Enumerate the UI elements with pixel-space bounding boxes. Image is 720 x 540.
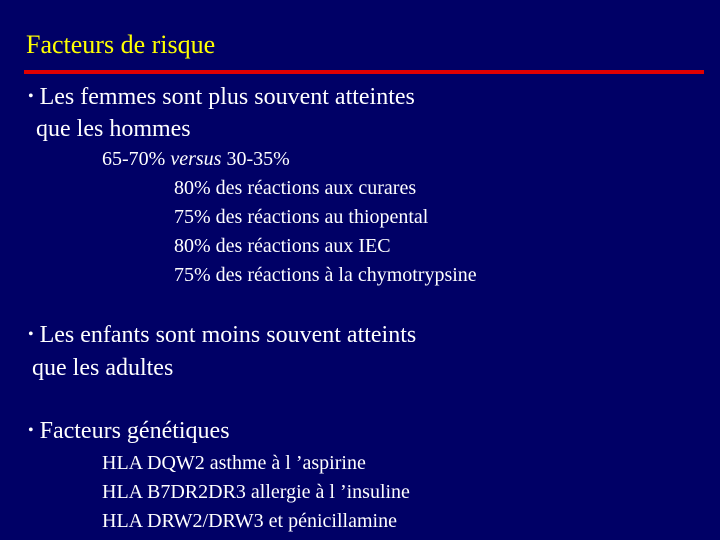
bullet-genetic	[28, 418, 230, 445]
bullet-women	[28, 84, 415, 111]
bullet-icon: •	[28, 88, 34, 105]
ratio-men: 30-35%	[226, 148, 290, 170]
women-line-1: Les femmes sont plus souvent atteintes	[39, 84, 415, 110]
detail-curares: 80% des réactions aux curares	[174, 177, 417, 199]
bullet-icon: •	[28, 422, 34, 439]
ratio-versus: versus	[170, 148, 222, 170]
bullet-icon: •	[28, 326, 34, 343]
women-line-2: que les hommes	[36, 116, 191, 142]
detail-iec: 80% des réactions aux IEC	[174, 235, 391, 257]
detail-chymotrypsine: 75% des réactions à la chymotrypsine	[174, 264, 477, 286]
ratio-women: 65-70%	[102, 148, 166, 170]
genetic-drw2-drw3: HLA DRW2/DRW3 et pénicillamine	[102, 510, 397, 532]
genetic-line-1: Facteurs génétiques	[39, 418, 230, 444]
genetic-b7dr2dr3: HLA B7DR2DR3 allergie à l ’insuline	[102, 481, 410, 503]
title-underline	[24, 70, 704, 74]
bullet-children	[28, 322, 416, 349]
children-line-2: que les adultes	[32, 355, 174, 381]
children-line-1: Les enfants sont moins souvent atteints	[39, 322, 417, 348]
slide-title: Facteurs de risque	[26, 30, 216, 59]
women-ratio	[102, 148, 290, 171]
genetic-dqw2: HLA DQW2 asthme à l ’aspirine	[102, 452, 366, 474]
detail-thiopental: 75% des réactions au thiopental	[174, 206, 429, 228]
